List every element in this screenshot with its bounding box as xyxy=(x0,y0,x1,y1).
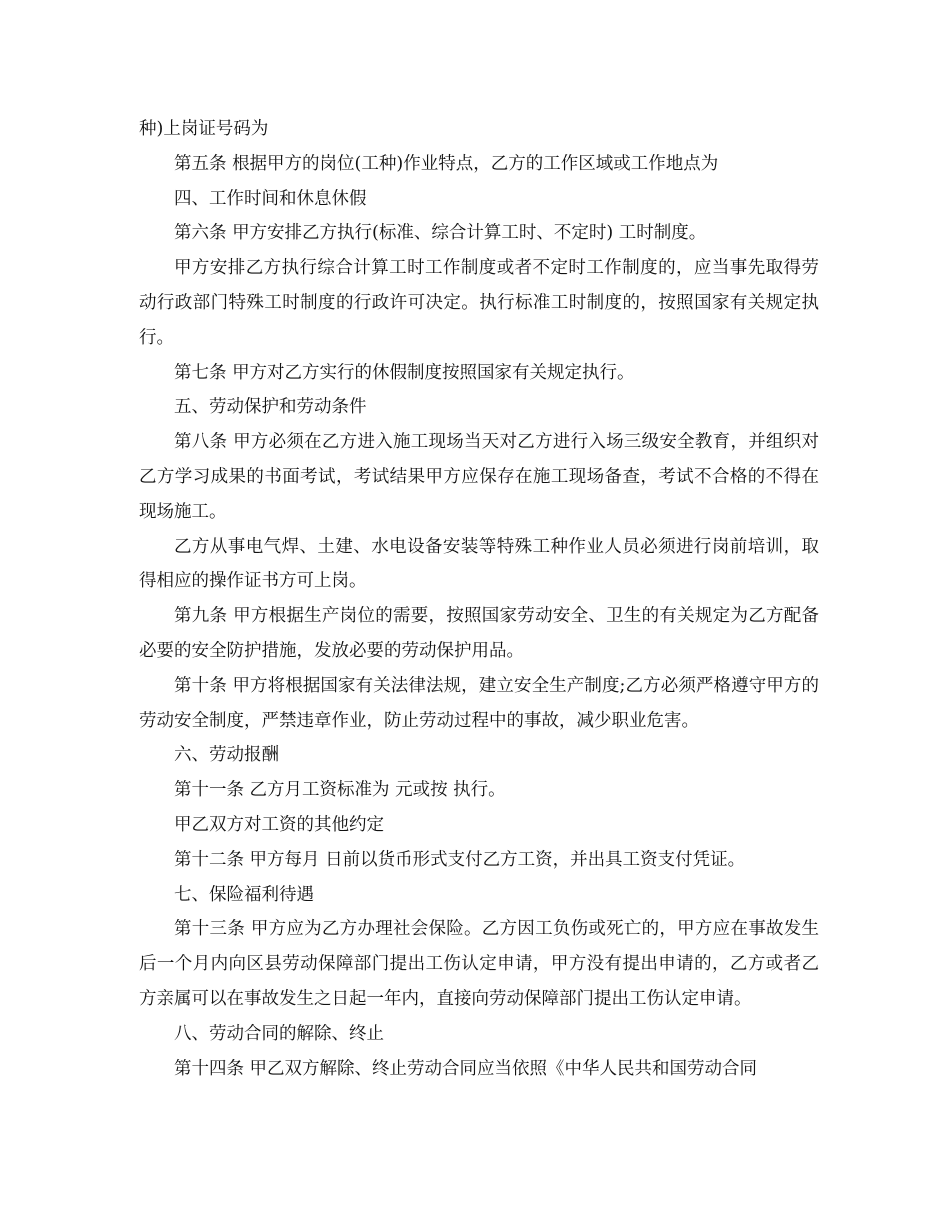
paragraph-article-5: 第五条 根据甲方的岗位(工种)作业特点，乙方的工作区域或工作地点为 xyxy=(174,153,719,174)
paragraph-article-7: 第七条 甲方对乙方实行的休假制度按照国家有关规定执行。 xyxy=(174,362,635,383)
paragraph-article-12: 第十二条 甲方每月 日前以货币形式支付乙方工资，并出具工资支付凭证。 xyxy=(174,849,746,870)
paragraph-article-10: 第十条 甲方将根据国家有关法律法规，建立安全生产制度;乙方必须严格遵守甲方的劳动安全制度，严禁违章作业，防止劳动过程中的事故，减少职业危害。 xyxy=(139,675,819,731)
paragraph-article-9: 第九条 甲方根据生产岗位的需要，按照国家劳动安全、卫生的有关规定为乙方配备必要的安全防护措施，发放必要的劳动保护用品。 xyxy=(139,606,819,661)
paragraph-article-13: 第十三条 甲方应为乙方办理社会保险。乙方因工负伤或死亡的，甲方应在事故发生后一个月内向区县劳动保障部门提出工伤认定申请，甲方没有提出申请的，乙方或者乙方亲属可以在事故发生之日起一年内，直接向劳动保障部门提出工伤认定申请。 xyxy=(139,919,819,1009)
paragraph-article-14: 第十四条 甲乙双方解除、终止劳动合同应当依照《中华人民共和国劳动合同 xyxy=(174,1058,758,1079)
paragraph-continuation: 种)上岗证号码为 xyxy=(139,119,269,139)
paragraph-other-wage-terms: 甲乙双方对工资的其他约定 xyxy=(174,814,384,835)
document-body xyxy=(139,112,819,1086)
paragraph-article-6: 第六条 甲方安排乙方执行(标准、综合计算工时、不定时) 工时制度。 xyxy=(174,223,707,244)
paragraph-working-hours-note: 甲方安排乙方执行综合计算工时工作制度或者不定时工作制度的，应当事先取得劳动行政部门特殊工时制度的行政许可决定。执行标准工时制度的，按照国家有关规定执行。 xyxy=(139,258,819,348)
paragraph-article-8: 第八条 甲方必须在乙方进入施工现场当天对乙方进行入场三级安全教育，并组织对乙方学习成果的书面考试，考试结果甲方应保存在施工现场备查，考试不合格的不得在现场施工。 xyxy=(139,432,819,522)
section-heading-8: 八、劳动合同的解除、终止 xyxy=(174,1023,384,1044)
section-heading-7: 七、保险福利待遇 xyxy=(174,884,314,905)
paragraph-special-work-training: 乙方从事电气焊、土建、水电设备安装等特殊工种作业人员必须进行岗前培训，取得相应的操作证书方可上岗。 xyxy=(139,536,819,592)
paragraph-article-11: 第十一条 乙方月工资标准为 元或按 执行。 xyxy=(174,780,506,801)
section-heading-6: 六、劳动报酬 xyxy=(174,745,279,766)
section-heading-4: 四、工作时间和休息休假 xyxy=(174,188,367,209)
section-heading-5: 五、劳动保护和劳动条件 xyxy=(174,397,367,418)
